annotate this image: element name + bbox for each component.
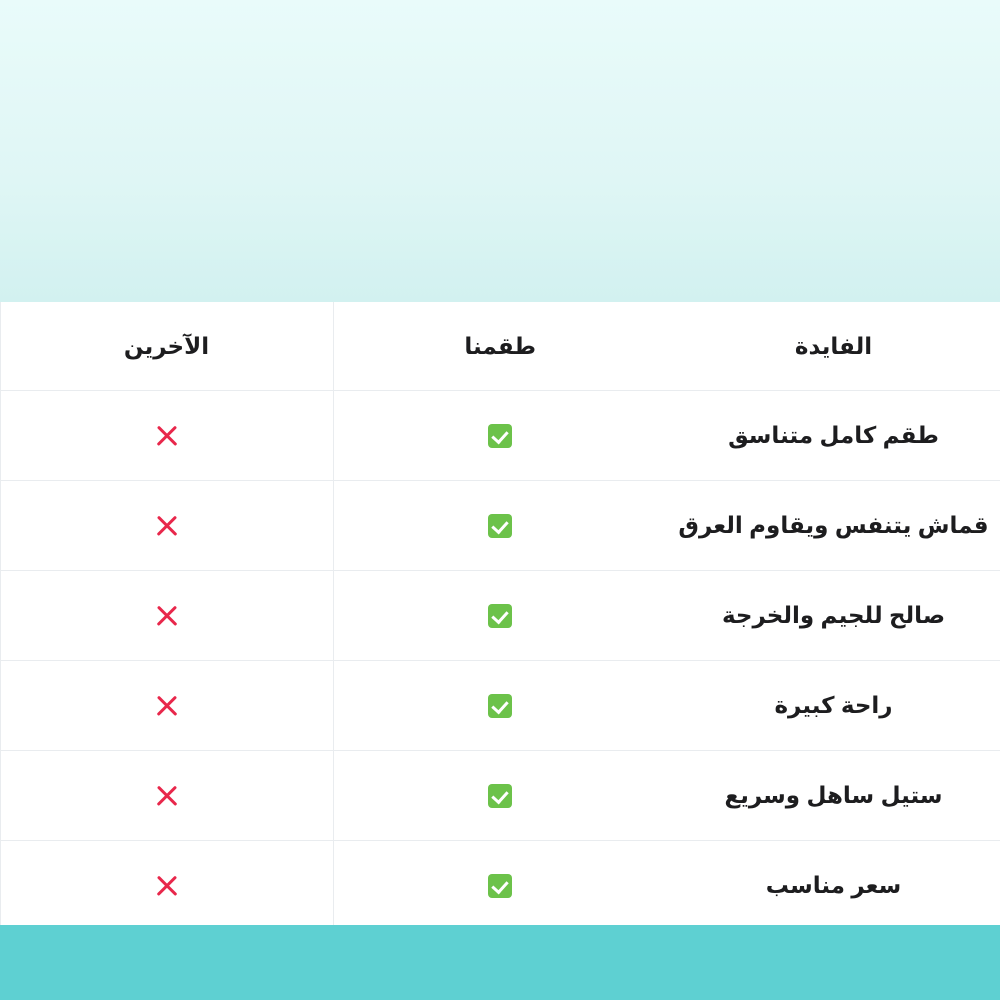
others-cell [0,391,333,481]
red-cross-icon [154,873,180,899]
column-header-benefit: الفايدة [667,302,1000,391]
others-cell [0,571,333,661]
benefit-label: طقم كامل متناسق [667,391,1000,481]
green-check-icon [488,604,512,628]
ours-cell [333,391,667,481]
others-cell [0,841,333,931]
red-cross-icon [154,603,180,629]
table-row [0,391,1000,481]
table-row [0,661,1000,751]
green-check-icon [488,694,512,718]
ours-cell [333,751,667,841]
column-header-ours: طقمنا [333,302,667,391]
table-row [0,481,1000,571]
red-cross-icon [154,783,180,809]
green-check-icon [488,424,512,448]
others-cell [0,481,333,571]
comparison-table-container [0,302,1000,925]
benefit-label: قماش يتنفس ويقاوم العرق [667,481,1000,571]
green-check-icon [488,874,512,898]
table-header [0,302,1000,391]
table-body [0,391,1000,931]
green-check-icon [488,514,512,538]
table-row [0,841,1000,931]
benefit-label: صالح للجيم والخرجة [667,571,1000,661]
red-cross-icon [154,423,180,449]
bottom-teal-band [0,925,1000,1000]
table-row [0,571,1000,661]
column-header-others: الآخرين [0,302,333,391]
table-row [0,751,1000,841]
red-cross-icon [154,513,180,539]
benefit-label: سعر مناسب [667,841,1000,931]
top-gradient-band [0,0,1000,302]
others-cell [0,661,333,751]
ours-cell [333,661,667,751]
comparison-table [0,302,1000,931]
benefit-label: راحة كبيرة [667,661,1000,751]
ours-cell [333,841,667,931]
ours-cell [333,571,667,661]
benefit-label: ستيل ساهل وسريع [667,751,1000,841]
green-check-icon [488,784,512,808]
red-cross-icon [154,693,180,719]
table-header-row [0,302,1000,391]
others-cell [0,751,333,841]
ours-cell [333,481,667,571]
